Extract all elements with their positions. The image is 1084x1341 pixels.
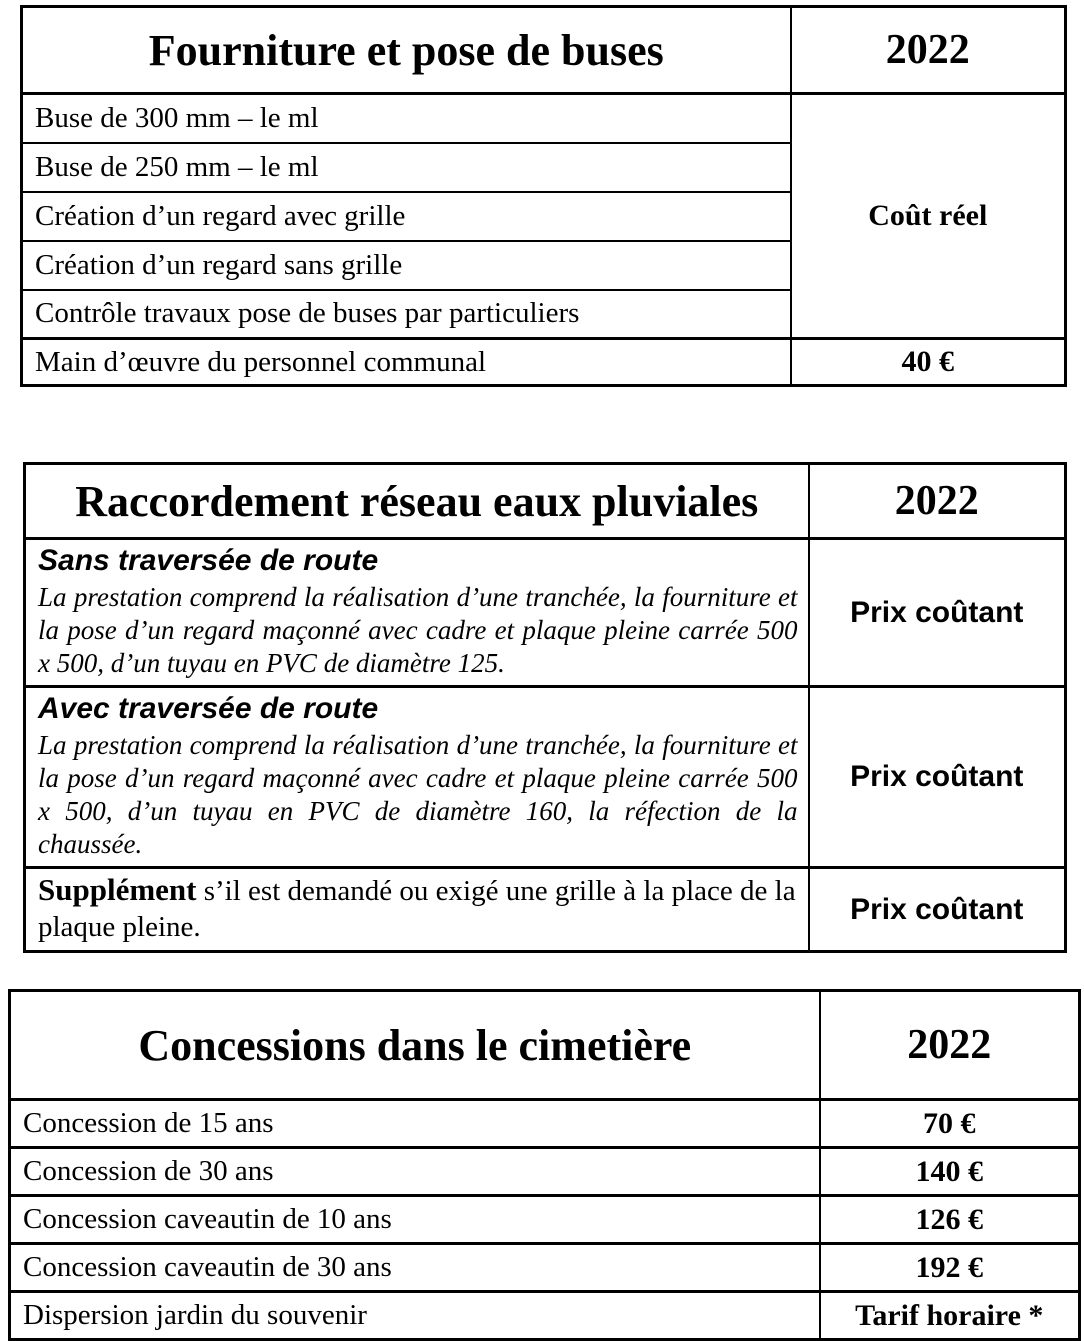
- table-title: Fourniture et pose de buses: [22, 7, 791, 94]
- year-header: 2022: [820, 991, 1080, 1100]
- table-title: Raccordement réseau eaux pluviales: [25, 464, 809, 539]
- row-description-cell: [25, 868, 809, 952]
- table-row: [22, 339, 1066, 386]
- table-header-row: [22, 7, 1066, 94]
- year-header: 2022: [809, 464, 1066, 539]
- section-description: La prestation comprend la réalisation d’une tranchée, la fourniture et la pose d’un regard maçonné avec cadre et plaque pleine carrée 500 x 500, d’un tuyau en PVC de diamètre 125.: [38, 582, 798, 678]
- table-header-row: [10, 991, 1080, 1100]
- row-value: 140 €: [820, 1148, 1080, 1196]
- year-header: 2022: [791, 7, 1066, 94]
- table-row: [10, 1244, 1080, 1292]
- row-label: Création d’un regard sans grille: [22, 241, 791, 290]
- row-label: Concession de 15 ans: [10, 1100, 820, 1148]
- row-label: Contrôle travaux pose de buses par particuliers: [22, 290, 791, 339]
- row-value: 192 €: [820, 1244, 1080, 1292]
- row-label: Main d’œuvre du personnel communal: [22, 339, 791, 386]
- row-description-cell: [25, 539, 809, 687]
- supplement-text: [38, 872, 798, 945]
- supplement-body: s’il est demandé ou exigé une grille à la place de la plaque pleine.: [38, 875, 796, 943]
- table-fourniture-buses: [20, 5, 1067, 387]
- table-concessions-cimetiere: [8, 989, 1081, 1341]
- row-value: 40 €: [791, 339, 1066, 386]
- section-heading: Avec traversée de route: [38, 692, 379, 725]
- supplement-lead: Supplément: [38, 872, 197, 907]
- row-label: Concession caveautin de 30 ans: [10, 1244, 820, 1292]
- row-value: 70 €: [820, 1100, 1080, 1148]
- merged-value-cell: Coût réel: [791, 94, 1066, 339]
- table-row: [25, 687, 1066, 868]
- row-label: Buse de 300 mm – le ml: [22, 94, 791, 143]
- row-value: Prix coûtant: [809, 687, 1066, 868]
- table-row: [25, 539, 1066, 687]
- table-raccordement-eaux-pluviales: [23, 462, 1067, 953]
- section-description: La prestation comprend la réalisation d’une tranchée, la fourniture et la pose d’un regard maçonné avec cadre et plaque pleine carrée 500 x 500, d’un tuyau en PVC de diamètre 160, la réfection de la chaussée.: [38, 730, 798, 859]
- table-row: [10, 1148, 1080, 1196]
- row-label: Concession caveautin de 10 ans: [10, 1196, 820, 1244]
- row-label: Buse de 250 mm – le ml: [22, 143, 791, 192]
- row-label: Concession de 30 ans: [10, 1148, 820, 1196]
- row-label: Création d’un regard avec grille: [22, 192, 791, 241]
- row-value: Tarif horaire *: [820, 1292, 1080, 1340]
- row-description-cell: [25, 687, 809, 868]
- table-header-row: [25, 464, 1066, 539]
- table-title: Concessions dans le cimetière: [10, 991, 820, 1100]
- row-value: Prix coûtant: [809, 539, 1066, 687]
- row-value: 126 €: [820, 1196, 1080, 1244]
- row-value: Prix coûtant: [809, 868, 1066, 952]
- table-row: [10, 1100, 1080, 1148]
- table-row: [10, 1292, 1080, 1340]
- row-label: Dispersion jardin du souvenir: [10, 1292, 820, 1340]
- tariff-document-page: [0, 5, 1084, 1332]
- table-row: [25, 868, 1066, 952]
- table-row: [22, 94, 1066, 143]
- table-row: [10, 1196, 1080, 1244]
- section-heading: Sans traversée de route: [38, 544, 379, 577]
